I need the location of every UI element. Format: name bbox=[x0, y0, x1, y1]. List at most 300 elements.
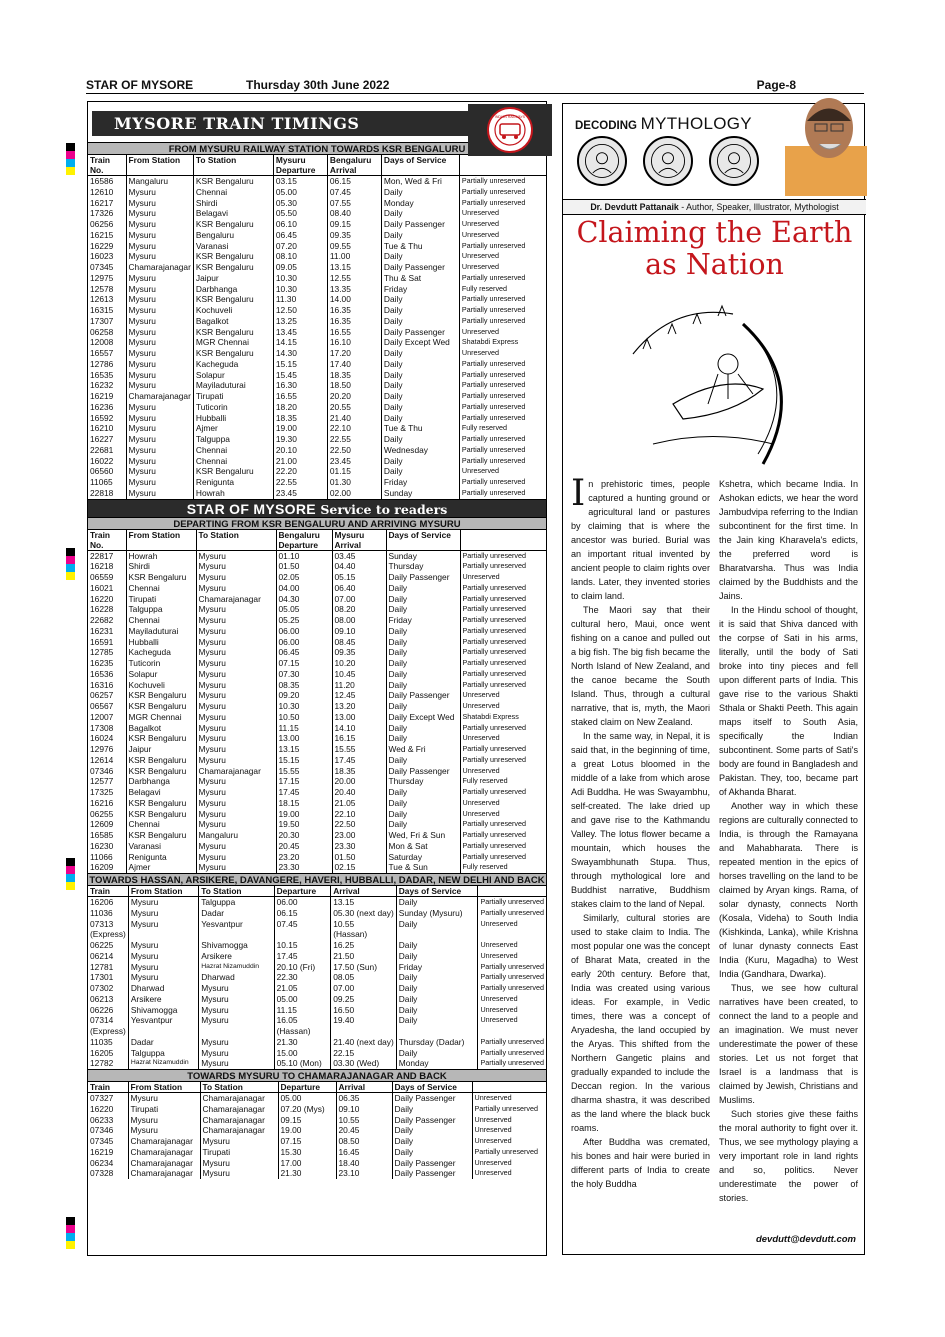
table-cell: 01.50 bbox=[276, 561, 332, 572]
table-cell: 16024 bbox=[88, 733, 126, 744]
table-cell: Mysuru bbox=[126, 370, 193, 381]
table-cell: 19.30 bbox=[273, 434, 327, 445]
table-cell: Daily bbox=[396, 940, 478, 951]
table-cell: 18.35 bbox=[332, 766, 386, 777]
table-cell: Mysuru bbox=[196, 744, 276, 755]
table-cell: Talguppa bbox=[126, 604, 196, 615]
table-cell: Friday bbox=[381, 284, 459, 295]
table-cell: 06213 bbox=[88, 994, 128, 1005]
table-cell: Daily bbox=[386, 787, 460, 798]
table-cell: 01.15 bbox=[327, 466, 381, 477]
column-label-big: MYTHOLOGY bbox=[640, 114, 752, 133]
table-cell: Daily bbox=[381, 466, 459, 477]
table-cell: 05.00 bbox=[278, 1093, 336, 1104]
table-cell: 18.20 bbox=[273, 402, 327, 413]
table-cell: 07.45 bbox=[327, 187, 381, 198]
column-header bbox=[460, 530, 546, 551]
table-cell: KSR Bengaluru bbox=[126, 830, 196, 841]
table-cell: Chennai bbox=[193, 445, 273, 456]
table-cell: Mysuru bbox=[128, 897, 198, 908]
table-cell: Partially unreserved bbox=[462, 787, 527, 796]
table-cell: KSR Bengaluru bbox=[126, 809, 196, 820]
table-cell: Daily Passenger bbox=[386, 690, 460, 701]
table-cell: Unreserved bbox=[480, 1004, 518, 1014]
table-cell: 06.00 bbox=[276, 637, 332, 648]
table-cell: 21.50 bbox=[331, 951, 397, 962]
table-cell: 20.20 bbox=[327, 391, 381, 402]
col1-para-4: After Buddha was cremated, his bones and hair were buried in different parts of India to create the holy Buddha bbox=[571, 1137, 710, 1189]
section3-table bbox=[88, 886, 546, 1069]
table-cell: 22.55 bbox=[273, 477, 327, 488]
registration-marks-lower bbox=[66, 858, 75, 890]
table-cell: Mysuru bbox=[196, 733, 276, 744]
table-row bbox=[88, 251, 546, 262]
table-row bbox=[88, 316, 546, 327]
table-cell: 07346 bbox=[88, 766, 126, 777]
table-cell: Partially unreserved bbox=[462, 679, 527, 689]
table-cell: 12609 bbox=[88, 819, 126, 830]
table-row bbox=[88, 1104, 546, 1115]
column-header: From Station bbox=[126, 155, 193, 176]
table-cell: 06559 bbox=[88, 572, 126, 583]
table-cell: Partially unreserved bbox=[461, 186, 526, 196]
table-row bbox=[88, 841, 546, 852]
table-row bbox=[88, 776, 546, 787]
table-cell: Shivamogga bbox=[128, 1005, 198, 1016]
author-role: - Author, Speaker, Illustrator, Mythologist bbox=[678, 202, 839, 212]
table-cell: Mysuru bbox=[199, 994, 274, 1005]
table-row bbox=[88, 819, 546, 830]
table-row bbox=[88, 456, 546, 467]
table-row bbox=[88, 477, 546, 488]
table-cell: 08.10 bbox=[273, 251, 327, 262]
table-cell: 13.00 bbox=[276, 733, 332, 744]
table-cell: Mysuru bbox=[196, 647, 276, 658]
deity-medallion-2 bbox=[643, 136, 693, 186]
article-column-1 bbox=[571, 473, 710, 1191]
table-cell: 10.30 bbox=[276, 701, 332, 712]
table-cell: 19.00 bbox=[273, 423, 327, 434]
table-row bbox=[88, 658, 546, 669]
table-cell: 07.00 bbox=[332, 594, 386, 605]
column-header: Days of Service bbox=[386, 530, 460, 551]
column-header: To Station bbox=[193, 155, 273, 176]
table-cell: 17325 bbox=[88, 787, 126, 798]
table-cell: Chamarajanagar bbox=[200, 1115, 278, 1126]
table-row bbox=[88, 798, 546, 809]
column-header: From Station bbox=[128, 1082, 200, 1093]
table-cell: Daily bbox=[396, 897, 478, 908]
table-cell: Chamarajanagar bbox=[126, 262, 193, 273]
table-cell: 10.50 bbox=[276, 712, 332, 723]
table-cell: Daily bbox=[392, 1125, 472, 1136]
table-cell: Mysuru bbox=[196, 809, 276, 820]
table-cell: 06225 bbox=[88, 940, 128, 951]
table-cell: 16586 bbox=[88, 176, 126, 187]
table-cell: Hazrat Nizamuddin bbox=[199, 962, 274, 973]
table-cell: (Hassan) bbox=[331, 929, 397, 940]
table-cell: Mysuru bbox=[126, 251, 193, 262]
table-cell: 16.05 bbox=[274, 1015, 331, 1026]
column-header: Bengaluru Arrival bbox=[327, 155, 381, 176]
table-cell: 05.15 bbox=[332, 572, 386, 583]
table-cell: 16231 bbox=[88, 626, 126, 637]
col2-para-1: In the Hindu school of thought, it is said that Shiva danced with the corpse of Sati in his arms, literally, until the body of Sati broke into tiny pieces and fell upon different parts of India. This gave rise to the various Shakti Sthala or Shakti Peeth. This again maps itself to South Asia, specifically the Indian subcontinent. Some parts of Sati's body are found in Bangladesh and Pakistan. They, too, became part of Akhanda Bharat. bbox=[719, 605, 858, 797]
table-cell: 06567 bbox=[88, 701, 126, 712]
table-cell: KSR Bengaluru bbox=[193, 348, 273, 359]
table-cell: Partially unreserved bbox=[480, 1047, 544, 1057]
table-cell: Fully reserved bbox=[461, 283, 508, 293]
table-cell: Mysuru bbox=[126, 273, 193, 284]
table-cell: Daily bbox=[381, 402, 459, 413]
table-cell: 09.20 bbox=[276, 690, 332, 701]
table-cell: 09.55 bbox=[327, 241, 381, 252]
table-cell: Mysuru bbox=[126, 230, 193, 241]
table-cell: 06234 bbox=[88, 1158, 128, 1169]
table-cell: Shivamogga bbox=[199, 940, 274, 951]
table-cell: Mysuru bbox=[126, 359, 193, 370]
table-cell: Partially unreserved bbox=[462, 744, 527, 753]
table-cell: 12975 bbox=[88, 273, 126, 284]
table-cell: 13.15 bbox=[327, 262, 381, 273]
table-cell: Arsikere bbox=[128, 994, 198, 1005]
table-cell: 16.30 bbox=[273, 380, 327, 391]
table-cell: Mysuru bbox=[196, 572, 276, 583]
table-cell: Partially unreserved bbox=[480, 907, 544, 917]
table-cell: 12782 bbox=[88, 1058, 128, 1069]
table-cell: Monday bbox=[381, 198, 459, 209]
table-cell bbox=[274, 929, 331, 940]
table-cell: Partially unreserved bbox=[480, 961, 544, 971]
table-cell: Daily bbox=[386, 798, 460, 809]
table-cell: 22.15 bbox=[331, 1048, 397, 1059]
table-cell: Daily bbox=[381, 391, 459, 402]
table-cell: 07.15 bbox=[276, 658, 332, 669]
train-timings-panel bbox=[87, 101, 547, 1256]
table-cell: Daily bbox=[386, 701, 460, 712]
table-cell: 17.45 bbox=[274, 951, 331, 962]
table-cell: Daily Passenger bbox=[392, 1115, 472, 1126]
table-cell: 01.10 bbox=[276, 550, 332, 561]
table-cell: Partially unreserved bbox=[474, 1146, 539, 1156]
column-header: Departure bbox=[278, 1082, 336, 1093]
col2-para-0: Kshetra, which became India. In Ashokan edicts, we hear the word Jambudvipa referring to the Indian subcontinent for the first time. In the Jain king Kharavela's edicts, the preferred word is Bharatvarsha. Thus was India claimed by the Buddhists and the Jains. bbox=[719, 479, 858, 601]
table-cell: Belagavi bbox=[193, 208, 273, 219]
table-cell: 07.45 bbox=[274, 919, 331, 930]
table-cell: KSR Bengaluru bbox=[126, 798, 196, 809]
table-cell: 06255 bbox=[88, 809, 126, 820]
table-row bbox=[88, 402, 546, 413]
table-cell: 16205 bbox=[88, 1048, 128, 1059]
table-cell: KSR Bengaluru bbox=[193, 262, 273, 273]
table-cell: Daily Passenger bbox=[392, 1093, 472, 1104]
table-cell: Daily bbox=[381, 413, 459, 424]
table-cell: 07.00 bbox=[331, 983, 397, 994]
table-cell: Chamarajanagar bbox=[200, 1104, 278, 1115]
table-cell: 16210 bbox=[88, 423, 126, 434]
column-header: Arrival bbox=[331, 886, 397, 897]
table-cell: Chamarajanagar bbox=[196, 766, 276, 777]
train-banner-bar bbox=[88, 102, 546, 142]
table-cell: 20.45 bbox=[336, 1125, 392, 1136]
table-cell: Partially unreserved bbox=[461, 444, 526, 454]
column-header: From Station bbox=[128, 886, 198, 897]
table-cell: Solapur bbox=[126, 669, 196, 680]
table-cell: 10.30 bbox=[273, 273, 327, 284]
table-cell: 12577 bbox=[88, 776, 126, 787]
table-cell: 16236 bbox=[88, 402, 126, 413]
table-cell: Unreserved bbox=[461, 208, 500, 218]
table-cell: Partially unreserved bbox=[462, 582, 527, 592]
table-cell: Tue & Thu bbox=[381, 241, 459, 252]
table-cell: Daily bbox=[381, 187, 459, 198]
table-cell: Partially unreserved bbox=[461, 477, 526, 486]
table-cell: Shirdi bbox=[126, 561, 196, 572]
table-row bbox=[88, 594, 546, 605]
section4-table bbox=[88, 1082, 546, 1179]
table-cell: 16227 bbox=[88, 434, 126, 445]
table-cell: 16235 bbox=[88, 658, 126, 669]
table-cell: Talguppa bbox=[199, 897, 274, 908]
table-cell: Partially unreserved bbox=[474, 1103, 539, 1113]
table-cell: 23.45 bbox=[327, 456, 381, 467]
author-portrait bbox=[785, 76, 867, 196]
table-row bbox=[88, 1015, 546, 1026]
table-cell: Partially unreserved bbox=[461, 272, 526, 282]
table-cell: 23.45 bbox=[273, 488, 327, 499]
column-header bbox=[459, 155, 546, 176]
table-cell: Chamarajanagar bbox=[200, 1093, 278, 1104]
table-cell: 09.10 bbox=[332, 626, 386, 637]
table-cell: Partially unreserved bbox=[461, 294, 526, 304]
table-cell: Unreserved bbox=[474, 1114, 512, 1124]
table-cell: KSR Bengaluru bbox=[126, 766, 196, 777]
table-row bbox=[88, 755, 546, 766]
column-header: Mysuru Arrival bbox=[332, 530, 386, 551]
table-row bbox=[88, 208, 546, 219]
table-cell: 16232 bbox=[88, 380, 126, 391]
table-row bbox=[88, 940, 546, 951]
table-cell: 06.10 bbox=[273, 219, 327, 230]
table-cell: KSR Bengaluru bbox=[126, 755, 196, 766]
table-cell: 16022 bbox=[88, 456, 126, 467]
table-cell: 16209 bbox=[88, 862, 126, 873]
table-cell: Mysuru bbox=[196, 604, 276, 615]
table-row bbox=[88, 766, 546, 777]
table-row bbox=[88, 273, 546, 284]
table-cell: Partially unreserved bbox=[462, 840, 527, 850]
table-cell: Chennai bbox=[126, 615, 196, 626]
column-header: Days of Service bbox=[396, 886, 478, 897]
table-cell: Mysuru bbox=[126, 413, 193, 424]
table-row bbox=[88, 413, 546, 424]
table-cell: Daily Except Wed bbox=[386, 712, 460, 723]
table-cell: 16.55 bbox=[273, 391, 327, 402]
col1-para-1: The Maori say that their cultural hero, Maui, once went fishing on a canoe and pulled out a big fish. The big fish became the North Island of New Zealand, and the canoe became the South Island. Thus, through a cultural narrative, that is, myth, the Maori staked claim on New Zealand. bbox=[571, 605, 710, 727]
table-cell: Mysuru bbox=[196, 658, 276, 669]
table-cell: Mysuru bbox=[126, 380, 193, 391]
table-cell: 23.20 bbox=[276, 852, 332, 863]
table-cell: 16535 bbox=[88, 370, 126, 381]
table-row bbox=[88, 348, 546, 359]
table-cell: Mysuru bbox=[128, 1125, 200, 1136]
table-cell: 07.15 bbox=[278, 1136, 336, 1147]
table-row bbox=[88, 830, 546, 841]
table-cell: 11.15 bbox=[274, 1005, 331, 1016]
table-cell: Mysuru bbox=[200, 1158, 278, 1169]
table-cell: 16.10 bbox=[327, 337, 381, 348]
table-cell: KSR Bengaluru bbox=[193, 294, 273, 305]
table-cell: Tue & Sun bbox=[386, 862, 460, 873]
table-cell: Partially unreserved bbox=[480, 983, 544, 992]
table-cell: Solapur bbox=[193, 370, 273, 381]
table-cell: Partially unreserved bbox=[462, 625, 527, 635]
table-cell: Partially unreserved bbox=[462, 754, 527, 764]
table-cell: Tue & Thu bbox=[381, 423, 459, 434]
table-cell: 22.30 bbox=[274, 972, 331, 983]
table-cell: 17308 bbox=[88, 723, 126, 734]
table-cell: Partially unreserved bbox=[461, 240, 526, 250]
column-header: Arrival bbox=[336, 1082, 392, 1093]
table-cell: Mayiladuturai bbox=[193, 380, 273, 391]
table-cell: 02.00 bbox=[327, 488, 381, 499]
table-cell: 06257 bbox=[88, 690, 126, 701]
table-cell: KSR Bengaluru bbox=[126, 572, 196, 583]
table-cell: 09.25 bbox=[331, 994, 397, 1005]
table-cell: Daily bbox=[396, 1015, 478, 1026]
table-cell: Partially unreserved bbox=[462, 722, 527, 732]
table-cell: 08.50 bbox=[336, 1136, 392, 1147]
table-cell: 08.45 bbox=[332, 637, 386, 648]
table-cell: 21.00 bbox=[273, 456, 327, 467]
table-row bbox=[88, 370, 546, 381]
table-cell: Partially unreserved bbox=[461, 487, 526, 497]
table-cell: Kochuveli bbox=[126, 680, 196, 691]
table-cell: Dharwad bbox=[199, 972, 274, 983]
table-cell: KSR Bengaluru bbox=[193, 327, 273, 338]
table-cell: Mysuru bbox=[126, 348, 193, 359]
table-cell: Daily bbox=[381, 348, 459, 359]
table-cell: 12614 bbox=[88, 755, 126, 766]
table-cell: Howrah bbox=[193, 488, 273, 499]
table-cell: Friday bbox=[381, 477, 459, 488]
table-cell: 08.05 bbox=[331, 972, 397, 983]
table-cell: Mysuru bbox=[126, 187, 193, 198]
table-cell: 16218 bbox=[88, 561, 126, 572]
table-cell: 16.15 bbox=[332, 733, 386, 744]
table-cell: Daily bbox=[381, 305, 459, 316]
table-cell: Daily Passenger bbox=[386, 572, 460, 583]
table-cell: Mysuru bbox=[126, 466, 193, 477]
table-row bbox=[88, 733, 546, 744]
table-cell: 11066 bbox=[88, 852, 126, 863]
table-cell: 02.05 bbox=[276, 572, 332, 583]
table-row bbox=[88, 972, 546, 983]
table-cell: 09.05 bbox=[273, 262, 327, 273]
registration-marks-mid bbox=[66, 548, 75, 580]
table-cell: 18.35 bbox=[327, 370, 381, 381]
table-cell: Daily bbox=[386, 604, 460, 615]
table-cell: Mysuru bbox=[126, 327, 193, 338]
table-cell: 16217 bbox=[88, 198, 126, 209]
table-row bbox=[88, 466, 546, 477]
table-cell: 03.15 bbox=[273, 176, 327, 187]
table-cell: Chamarajanagar bbox=[128, 1147, 200, 1158]
table-cell: Daily Passenger bbox=[392, 1168, 472, 1179]
table-cell: Mysuru bbox=[126, 423, 193, 434]
table-cell: Thursday bbox=[386, 561, 460, 572]
table-row bbox=[88, 615, 546, 626]
table-cell: KSR Bengaluru bbox=[126, 701, 196, 712]
table-cell: Daily bbox=[386, 809, 460, 820]
table-cell: Fully reserved bbox=[461, 423, 508, 433]
table-cell: Daily bbox=[381, 316, 459, 327]
table-cell: Monday bbox=[396, 1058, 478, 1069]
table-cell: Unreserved bbox=[461, 229, 500, 239]
table-cell: Shatabdi Express bbox=[461, 337, 519, 347]
table-cell: 22.20 bbox=[273, 466, 327, 477]
table-cell: 16.35 bbox=[327, 305, 381, 316]
table-cell: 19.00 bbox=[278, 1125, 336, 1136]
table-cell: KSR Bengaluru bbox=[126, 733, 196, 744]
table-cell: 10.20 bbox=[332, 658, 386, 669]
table-row bbox=[88, 897, 546, 908]
table-cell: Mangaluru bbox=[126, 176, 193, 187]
table-cell: 16536 bbox=[88, 669, 126, 680]
table-cell: Mysuru bbox=[128, 919, 198, 930]
table-row bbox=[88, 626, 546, 637]
table-cell: Unreserved bbox=[461, 262, 500, 271]
column-header: Train bbox=[88, 1082, 128, 1093]
table-cell bbox=[128, 929, 198, 940]
table-row bbox=[88, 423, 546, 434]
table-cell: Mysuru bbox=[128, 962, 198, 973]
table-row bbox=[88, 680, 546, 691]
table-cell: KSR Bengaluru bbox=[193, 219, 273, 230]
table-cell: Daily bbox=[386, 819, 460, 830]
table-cell: Partially unreserved bbox=[461, 380, 526, 390]
table-cell: Mysuru bbox=[128, 1093, 200, 1104]
table-cell: Sunday bbox=[381, 488, 459, 499]
table-cell: 16.45 bbox=[336, 1147, 392, 1158]
table-cell: 16220 bbox=[88, 1104, 128, 1115]
table-cell: 09.15 bbox=[278, 1115, 336, 1126]
table-cell: 06.45 bbox=[276, 647, 332, 658]
table-row bbox=[88, 327, 546, 338]
section2-table bbox=[88, 530, 546, 874]
table-cell: Daily bbox=[396, 1005, 478, 1016]
table-cell: Mysuru bbox=[196, 852, 276, 863]
table-cell: 05.30 bbox=[273, 198, 327, 209]
table-cell: 07328 bbox=[88, 1168, 128, 1179]
table-cell: 20.10 bbox=[273, 445, 327, 456]
table-cell: 17307 bbox=[88, 316, 126, 327]
table-cell bbox=[199, 1026, 274, 1037]
table-row bbox=[88, 1058, 546, 1069]
table-cell: 12007 bbox=[88, 712, 126, 723]
col2-para-3: Thus, we see how cultural narratives have been created, to connect the land to a people and an imagination. We must never underestimate the power of these stories. Let us not forget that Israel is a landmass that is claimed by Jewish, Christians and Muslims. bbox=[719, 983, 858, 1105]
table-cell: 04.30 bbox=[276, 594, 332, 605]
table-cell bbox=[128, 1026, 198, 1037]
table-cell: 17.20 bbox=[327, 348, 381, 359]
table-cell: 21.40 bbox=[327, 413, 381, 424]
table-cell: Mysuru bbox=[199, 1005, 274, 1016]
table-cell: 12976 bbox=[88, 744, 126, 755]
table-cell: Mysuru bbox=[126, 294, 193, 305]
table-cell bbox=[331, 1026, 397, 1037]
table-cell: Partially unreserved bbox=[461, 315, 526, 325]
table-cell: Partially unreserved bbox=[462, 647, 527, 657]
